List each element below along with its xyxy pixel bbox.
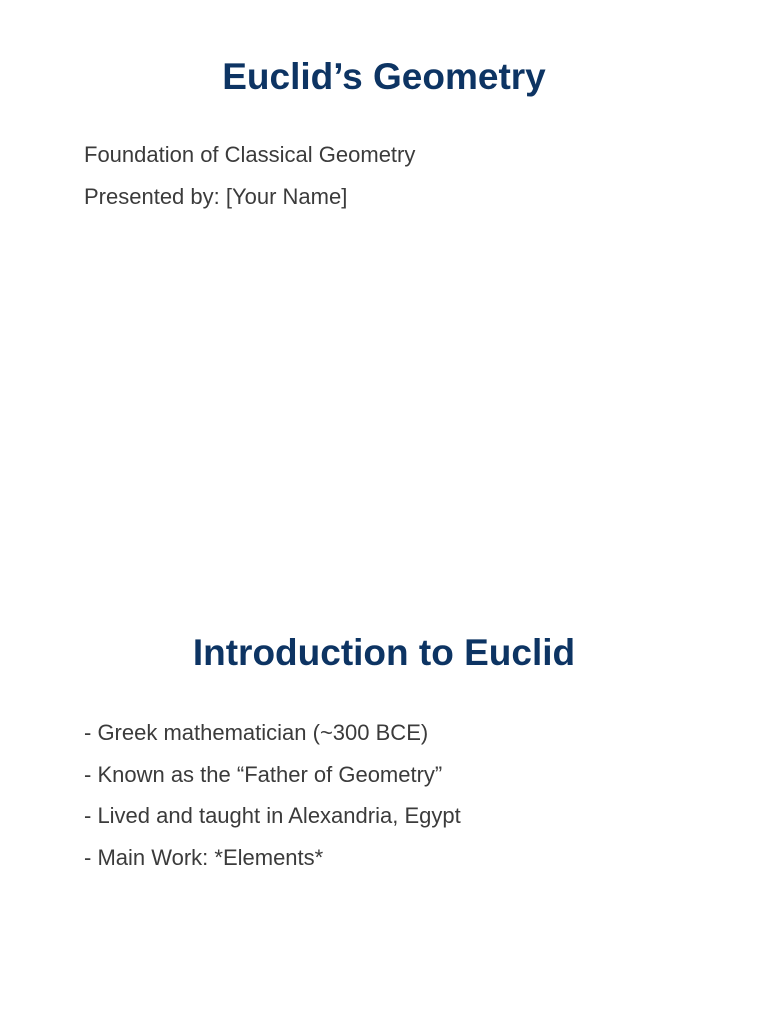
bullet-item: - Lived and taught in Alexandria, Egypt bbox=[84, 803, 461, 829]
bullet-list bbox=[0, 675, 768, 878]
subtitle-block bbox=[0, 99, 768, 217]
presenter-line: Presented by: [Your Name] bbox=[84, 183, 348, 209]
subtitle-line: Foundation of Classical Geometry bbox=[84, 142, 416, 168]
bullet-item: - Known as the “Father of Geometry” bbox=[84, 761, 443, 787]
slide-title: Introduction to Euclid bbox=[192, 632, 576, 673]
slide-introduction bbox=[0, 576, 768, 1024]
bullet-item: - Greek mathematician (~300 BCE) bbox=[84, 720, 429, 746]
slide-title: Euclid’s Geometry bbox=[222, 56, 546, 97]
bullet-item: - Main Work: *Elements* bbox=[84, 844, 324, 870]
